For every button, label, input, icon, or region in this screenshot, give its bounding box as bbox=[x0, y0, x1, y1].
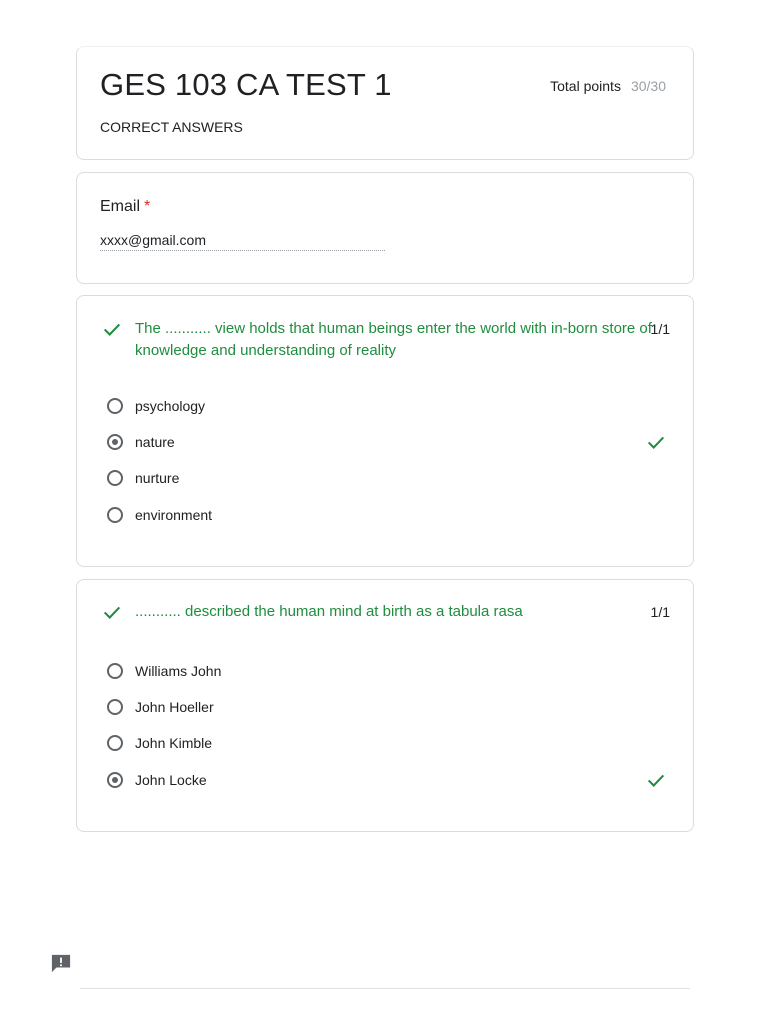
total-points-label: Total points bbox=[550, 78, 621, 94]
option-label: nature bbox=[135, 434, 175, 450]
total-points bbox=[550, 78, 666, 94]
question-card-2 bbox=[76, 579, 694, 832]
email-card bbox=[76, 172, 694, 284]
option-williams-john bbox=[107, 660, 667, 682]
radio-button bbox=[107, 663, 123, 679]
option-john-hoeller bbox=[107, 696, 667, 718]
question-text: ........... described the human mind at birth as a tabula rasa bbox=[135, 603, 523, 620]
correct-check-icon bbox=[101, 318, 123, 340]
radio-button-selected bbox=[107, 434, 123, 450]
option-nurture bbox=[107, 467, 667, 489]
option-label: environment bbox=[135, 507, 213, 523]
radio-button bbox=[107, 507, 123, 523]
feedback-icon[interactable] bbox=[50, 953, 72, 973]
option-john-kimble bbox=[107, 732, 667, 754]
email-label bbox=[100, 198, 150, 216]
form-title: GES 103 CA TEST 1 bbox=[100, 67, 392, 102]
correct-answer-check-icon bbox=[645, 769, 667, 791]
email-label-text: Email bbox=[100, 198, 141, 215]
required-asterisk: * bbox=[144, 198, 151, 215]
option-label: John Hoeller bbox=[135, 699, 214, 715]
option-label: psychology bbox=[135, 398, 206, 414]
total-points-score: 30/30 bbox=[630, 78, 666, 94]
option-nature bbox=[107, 431, 667, 453]
radio-button bbox=[107, 470, 123, 486]
radio-button bbox=[107, 398, 123, 414]
option-label: John Kimble bbox=[135, 735, 213, 751]
question-points: 1/1 bbox=[650, 604, 670, 620]
question-text: The ........... view holds that human beings enter the world with in-born store of knowledge and understanding of reality bbox=[135, 320, 652, 359]
option-environment bbox=[107, 504, 667, 526]
option-psychology bbox=[107, 395, 667, 417]
radio-button-selected bbox=[107, 772, 123, 788]
form-subtitle: CORRECT ANSWERS bbox=[100, 119, 243, 135]
option-label: John Locke bbox=[135, 772, 207, 788]
radio-button bbox=[107, 699, 123, 715]
email-field: xxxx@gmail.com bbox=[100, 232, 385, 251]
question-card-1 bbox=[76, 295, 694, 567]
option-john-locke bbox=[107, 769, 667, 791]
form-header-card bbox=[76, 46, 694, 160]
correct-check-icon bbox=[101, 601, 123, 623]
option-label: nurture bbox=[135, 470, 180, 486]
option-label: Williams John bbox=[135, 663, 222, 679]
correct-answer-check-icon bbox=[645, 431, 667, 453]
footer-divider bbox=[80, 988, 690, 989]
question-points: 1/1 bbox=[650, 321, 670, 337]
radio-button bbox=[107, 735, 123, 751]
